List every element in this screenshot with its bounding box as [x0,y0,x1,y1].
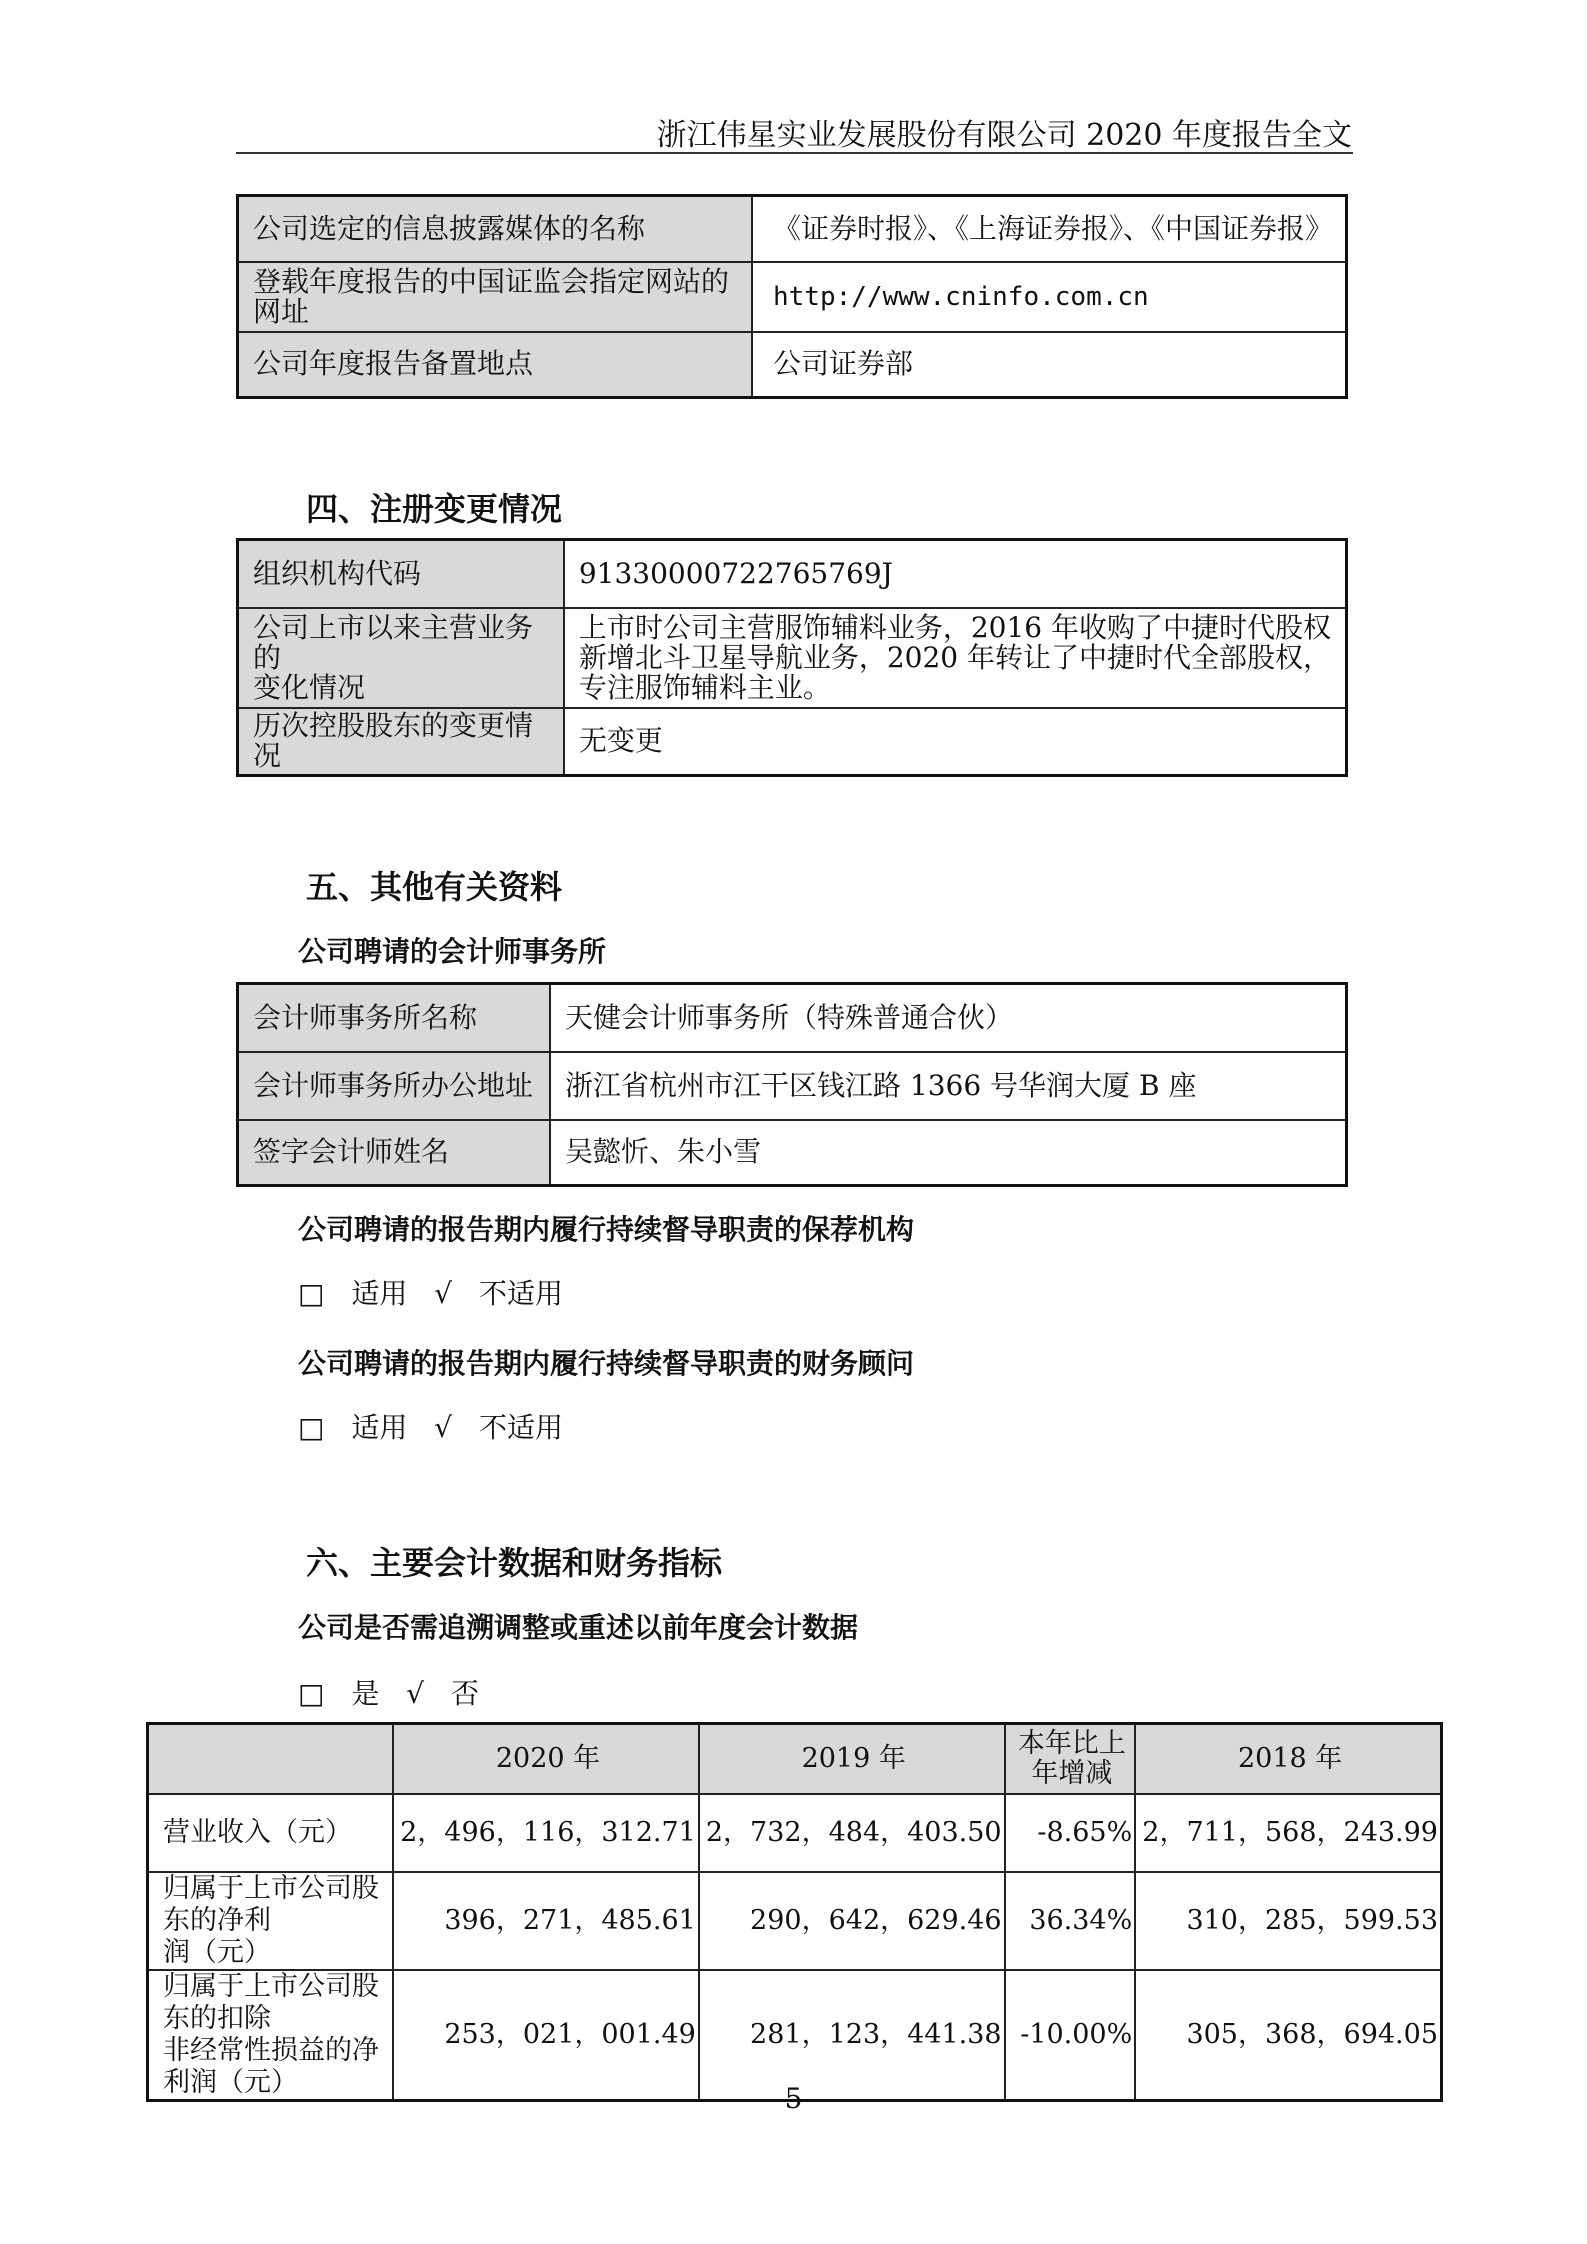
option-label-applicable: 适用 [351,1277,408,1310]
column-header-change [1005,1724,1136,1794]
label-line: 非经常性损益的净利润（元） [163,2034,379,2098]
label-line: 网址 [253,294,310,328]
table-header-empty [148,1724,394,1794]
table-value-cell: 无变更 [564,708,1347,776]
checkbox-empty-icon: □ [298,1277,325,1310]
value-line: 新增北斗卫星导航业务，2020 年转让了中捷时代全部股权， [578,640,1331,674]
table-value-cell: 吴懿忻、朱小雪 [550,1120,1347,1186]
table-label-cell: 会计师事务所办公地址 [238,1052,551,1120]
value-change: -8.65% [1005,1794,1136,1872]
page-number: 5 [784,2082,803,2115]
table-label-cell: 签字会计师姓名 [238,1120,551,1186]
value-2019: 281，123，441.38 [699,1970,1005,2101]
header-line: 年增减 [1031,1757,1113,1789]
header-line: 本年比上 [1017,1727,1126,1759]
value-line: 专注服饰辅料主业。 [578,670,831,704]
org-code-value: 91330000722765769J [564,540,1347,608]
disclosure-media-table [236,194,1348,399]
option-label-not-applicable: 不适用 [479,1277,564,1310]
table-label-cell [238,608,564,708]
section-heading: 六、主要会计数据和财务指标 [306,1544,723,1582]
table-label-cell: 组织机构代码 [238,540,564,608]
label-line: 归属于上市公司股东的净利 [163,1872,379,1936]
value-change: 36.34% [1005,1872,1136,1970]
subsection-heading: 公司聘请的报告期内履行持续督导职责的财务顾问 [298,1347,915,1380]
table-row [238,1052,1347,1120]
value-2020: 2，496，116，312.71 [393,1794,699,1872]
table-value-cell [564,608,1347,708]
table-label-cell: 公司年度报告备置地点 [238,332,753,398]
table-row [238,262,1347,332]
option-label-not-applicable: 不适用 [479,1411,564,1444]
financial-indicators-table [146,1722,1443,2102]
row-label [148,1872,394,1970]
value-2020: 253，021，001.49 [393,1970,699,2101]
checkbox-empty-icon: □ [298,1411,325,1444]
subsection-heading: 公司是否需追溯调整或重述以前年度会计数据 [298,1611,859,1644]
table-row [148,1872,1442,1970]
table-label-cell [238,262,753,332]
report-header-title: 浙江伟星实业发展股份有限公司 2020 年度报告全文 [656,118,1352,153]
label-line: 变化情况 [253,670,366,704]
value-2019: 290，642，629.46 [699,1872,1005,1970]
table-row [148,1970,1442,2101]
table-row [238,196,1347,262]
option-label-yes: 是 [351,1677,380,1710]
checkmark-icon: √ [434,1411,453,1444]
table-row [148,1794,1442,1872]
section-heading: 四、注册变更情况 [306,490,563,528]
header-divider [236,152,1353,154]
sponsor-option-row [298,1272,581,1312]
table-value-cell: 浙江省杭州市江干区钱江路 1366 号华润大厦 B 座 [550,1052,1347,1120]
value-line: 上市时公司主营服饰辅料业务，2016 年收购了中捷时代股权 [578,610,1331,644]
restatement-option-row [298,1672,497,1712]
value-2019: 2，732，484，403.50 [699,1794,1005,1872]
value-change: -10.00% [1005,1970,1136,2101]
label-line: 公司上市以来主营业务的 [253,610,534,674]
label-line: 归属于上市公司股东的扣除 [163,1970,379,2034]
table-row [238,984,1347,1052]
advisor-option-row [298,1406,581,1446]
registration-change-table [236,538,1348,777]
table-row [238,708,1347,776]
column-header-2020: 2020 年 [393,1724,699,1794]
checkmark-icon: √ [434,1277,453,1310]
table-row [238,332,1347,398]
table-row [238,540,1347,608]
accounting-firm-table [236,982,1348,1187]
checkmark-icon: √ [406,1677,425,1710]
table-label-cell: 历次控股股东的变更情况 [238,708,564,776]
table-label-cell: 公司选定的信息披露媒体的名称 [238,196,753,262]
column-header-2019: 2019 年 [699,1724,1005,1794]
table-value-cell: 公司证券部 [752,332,1347,398]
row-label: 营业收入（元） [148,1794,394,1872]
table-row [238,1120,1347,1186]
table-header-row [148,1724,1442,1794]
website-url: http://www.cninfo.com.cn [752,262,1347,332]
value-2018: 305，368，694.05 [1135,1970,1441,2101]
label-line: 润（元） [163,1936,271,1968]
subsection-heading: 公司聘请的报告期内履行持续督导职责的保荐机构 [298,1213,915,1246]
label-line: 登载年度报告的中国证监会指定网站的 [253,264,730,298]
option-label-applicable: 适用 [351,1411,408,1444]
subsection-heading: 公司聘请的会计师事务所 [298,935,607,968]
checkbox-empty-icon: □ [298,1677,325,1710]
table-label-cell: 会计师事务所名称 [238,984,551,1052]
column-header-2018: 2018 年 [1135,1724,1441,1794]
value-2018: 2，711，568，243.99 [1135,1794,1441,1872]
table-value-cell: 《证券时报》、《上海证券报》、《中国证券报》 [752,196,1347,262]
row-label [148,1970,394,2101]
section-heading: 五、其他有关资料 [306,868,563,906]
table-value-cell: 天健会计师事务所（特殊普通合伙） [550,984,1347,1052]
table-row [238,608,1347,708]
option-label-no: 否 [451,1677,480,1710]
value-2020: 396，271，485.61 [393,1872,699,1970]
value-2018: 310，285，599.53 [1135,1872,1441,1970]
